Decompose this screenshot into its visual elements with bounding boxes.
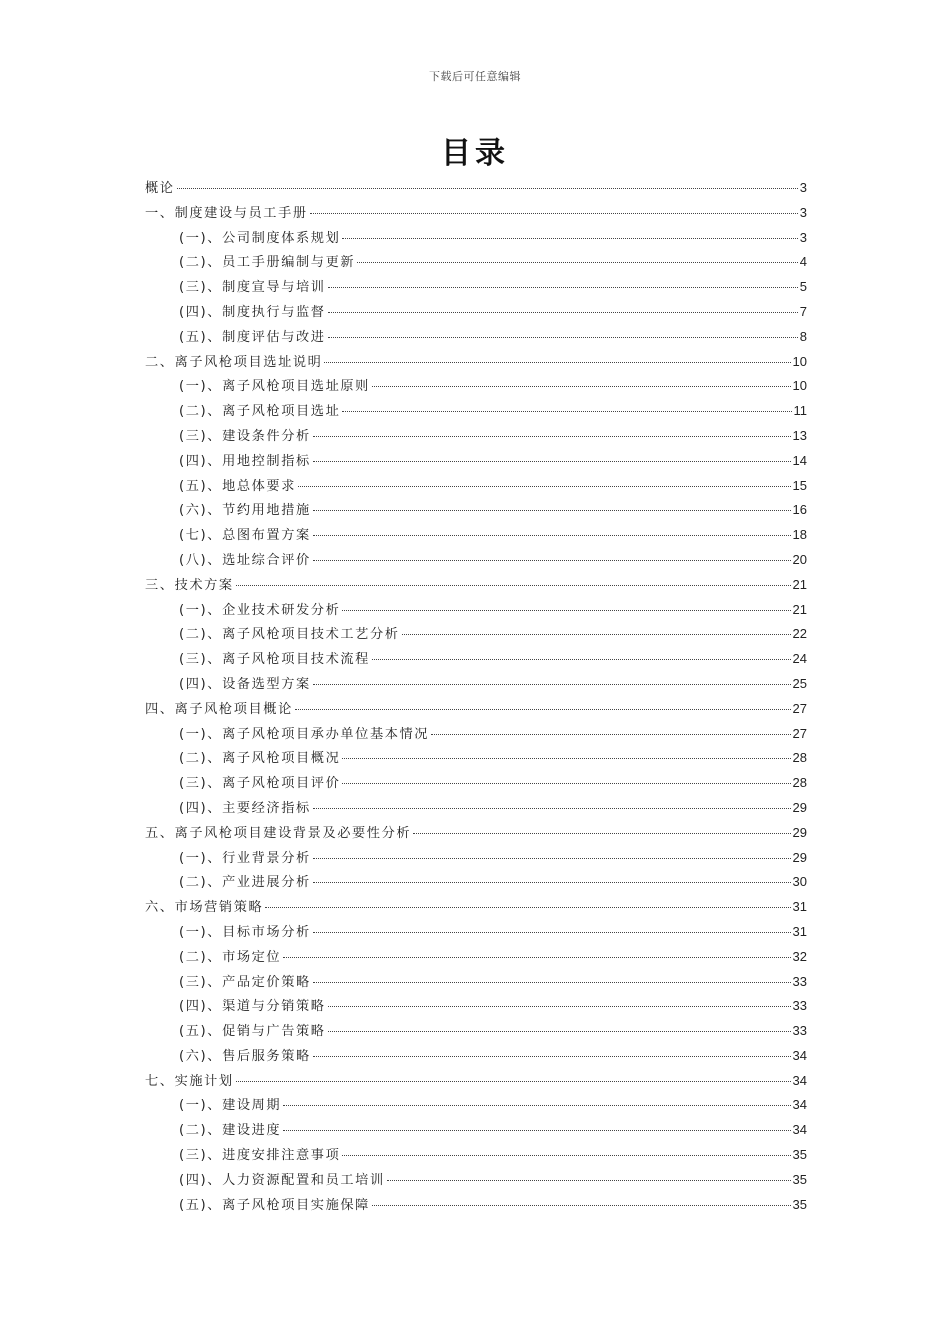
toc-entry-text: 四、离子风枪项目概论 <box>145 701 293 717</box>
toc-entry[interactable] <box>145 201 807 226</box>
toc-entry-text: (二)、离子风枪项目技术工艺分析 <box>179 627 400 643</box>
toc-page-number: 27 <box>792 700 807 716</box>
toc-page-number: 16 <box>792 502 807 518</box>
toc-dot-leader <box>342 783 790 784</box>
toc-entry-text: 五、离子风枪项目建设背景及必要性分析 <box>145 825 412 841</box>
toc-entry-text: (一)、公司制度体系规划 <box>179 230 341 246</box>
toc-dot-leader <box>372 386 791 387</box>
toc-entry-text: 一、制度建设与员工手册 <box>145 205 308 221</box>
toc-entry-text: 二、离子风枪项目选址说明 <box>145 354 323 370</box>
toc-dot-leader <box>402 634 791 635</box>
toc-page-number: 4 <box>799 254 807 270</box>
toc-page-number: 27 <box>792 725 807 741</box>
toc-entry-text: (一)、离子风枪项目承办单位基本情况 <box>179 726 430 742</box>
toc-dot-leader <box>313 560 791 561</box>
toc-entry-text: (一)、企业技术研发分析 <box>179 602 341 618</box>
toc-page-number: 35 <box>792 1147 807 1163</box>
toc-entry-text: (五)、地总体要求 <box>179 478 297 494</box>
toc-entry[interactable] <box>145 1069 807 1094</box>
toc-entry[interactable] <box>145 970 807 995</box>
toc-page-number: 25 <box>792 675 807 691</box>
toc-entry[interactable] <box>145 1118 807 1143</box>
toc-entry[interactable] <box>145 300 807 325</box>
toc-page-number: 34 <box>792 1097 807 1113</box>
toc-dot-leader <box>342 758 790 759</box>
toc-page-number: 11 <box>793 403 807 419</box>
toc-page-number: 14 <box>792 452 807 468</box>
toc-dot-leader <box>372 1205 791 1206</box>
toc-dot-leader <box>313 808 791 809</box>
toc-entry[interactable] <box>145 746 807 771</box>
toc-entry-text: 概论 <box>145 181 175 196</box>
toc-entry-text: (七)、总图布置方案 <box>179 528 311 544</box>
toc-entry-text: (三)、进度安排注意事项 <box>179 1148 341 1164</box>
toc-dot-leader <box>236 585 791 586</box>
toc-page-number: 8 <box>799 328 807 344</box>
toc-entry-text: (四)、用地控制指标 <box>179 453 311 469</box>
toc-entry-text: (一)、行业背景分析 <box>179 850 311 866</box>
toc-entry[interactable] <box>145 250 807 275</box>
toc-page-number: 3 <box>799 180 807 195</box>
toc-entry[interactable] <box>145 424 807 449</box>
toc-entry-text: (三)、离子风枪项目评价 <box>179 776 341 792</box>
toc-entry-text: (一)、离子风枪项目选址原则 <box>179 379 370 395</box>
toc-dot-leader <box>313 510 791 511</box>
toc-entry-text: (五)、离子风枪项目实施保障 <box>179 1197 370 1213</box>
toc-dot-leader <box>313 461 791 462</box>
toc-dot-leader <box>328 312 798 313</box>
toc-dot-leader <box>342 610 790 611</box>
toc-entry-text: (六)、节约用地措施 <box>179 503 311 519</box>
toc-entry[interactable] <box>145 672 807 697</box>
toc-entry-text: (四)、主要经济指标 <box>179 800 311 816</box>
toc-page-number: 32 <box>792 948 807 964</box>
page-title: 目录 <box>441 136 509 171</box>
toc-entry-text: (六)、售后服务策略 <box>179 1048 311 1064</box>
toc-entry-text: 三、技术方案 <box>145 577 234 593</box>
toc-dot-leader <box>313 436 791 437</box>
toc-dot-leader <box>342 411 791 412</box>
toc-entry[interactable] <box>145 498 807 523</box>
toc-entry[interactable] <box>145 275 807 300</box>
toc-page-number: 35 <box>792 1196 807 1212</box>
toc-dot-leader <box>328 1031 791 1032</box>
toc-entry[interactable] <box>145 722 807 747</box>
toc-entry[interactable] <box>145 895 807 920</box>
toc-page-number: 20 <box>792 551 807 567</box>
toc-page-number: 33 <box>792 998 807 1014</box>
toc-entry[interactable] <box>145 796 807 821</box>
toc-entry[interactable] <box>145 945 807 970</box>
toc-entry-text: (二)、建设进度 <box>179 1123 282 1139</box>
toc-entry-text: (四)、人力资源配置和员工培训 <box>179 1172 385 1188</box>
toc-entry[interactable] <box>145 350 807 375</box>
toc-entry[interactable] <box>145 821 807 846</box>
toc-dot-leader <box>298 486 791 487</box>
toc-entry-text: (三)、建设条件分析 <box>179 428 311 444</box>
toc-entry[interactable] <box>145 176 807 201</box>
toc-page-number: 5 <box>799 279 807 295</box>
toc-page-number: 28 <box>792 750 807 766</box>
toc-dot-leader <box>283 1105 790 1106</box>
toc-dot-leader <box>357 262 798 263</box>
toc-dot-leader <box>328 337 798 338</box>
toc-page-number: 33 <box>792 1023 807 1039</box>
toc-entry[interactable] <box>145 647 807 672</box>
toc-entry-text: (二)、离子风枪项目概况 <box>179 751 341 767</box>
toc-page-number: 21 <box>792 576 807 592</box>
toc-entry[interactable] <box>145 771 807 796</box>
toc-entry[interactable] <box>145 399 807 424</box>
toc-entry[interactable] <box>145 598 807 623</box>
toc-entry[interactable] <box>145 870 807 895</box>
toc-page-number: 13 <box>792 427 807 443</box>
toc-entry[interactable] <box>145 1143 807 1168</box>
toc-entry[interactable] <box>145 474 807 499</box>
toc-entry-text: (二)、产业进展分析 <box>179 875 311 891</box>
toc-page-number: 34 <box>792 1122 807 1138</box>
toc-dot-leader <box>283 1130 790 1131</box>
toc-dot-leader <box>342 238 797 239</box>
toc-dot-leader <box>313 932 791 933</box>
toc-entry-text: (二)、员工手册编制与更新 <box>179 255 356 271</box>
toc-dot-leader <box>313 684 791 685</box>
toc-entry[interactable] <box>145 523 807 548</box>
toc-page-number: 29 <box>792 824 807 840</box>
table-of-contents <box>145 176 807 1217</box>
toc-dot-leader <box>431 734 790 735</box>
toc-entry[interactable] <box>145 226 807 251</box>
toc-entry-text: (五)、促销与广告策略 <box>179 1024 326 1040</box>
toc-page-number: 24 <box>792 651 807 667</box>
toc-page-number: 33 <box>792 973 807 989</box>
toc-entry[interactable] <box>145 1093 807 1118</box>
toc-page-number: 7 <box>799 303 807 319</box>
toc-dot-leader <box>310 213 798 214</box>
toc-entry[interactable] <box>145 622 807 647</box>
toc-page-number: 22 <box>792 626 807 642</box>
toc-entry-text: (三)、离子风枪项目技术流程 <box>179 652 370 668</box>
toc-entry-text: 七、实施计划 <box>145 1073 234 1089</box>
toc-dot-leader <box>324 362 790 363</box>
toc-dot-leader <box>313 882 791 883</box>
toc-entry[interactable] <box>145 994 807 1019</box>
toc-entry[interactable] <box>145 697 807 722</box>
toc-entry[interactable] <box>145 1168 807 1193</box>
toc-dot-leader <box>295 709 791 710</box>
toc-dot-leader <box>313 858 791 859</box>
toc-page-number: 10 <box>792 353 807 369</box>
toc-page-number: 15 <box>792 477 807 493</box>
toc-entry[interactable] <box>145 920 807 945</box>
header-note: 下载后可任意编辑 <box>429 70 521 83</box>
toc-dot-leader <box>387 1180 791 1181</box>
toc-entry-text: (八)、选址综合评价 <box>179 552 311 568</box>
toc-entry[interactable] <box>145 449 807 474</box>
toc-dot-leader <box>413 833 790 834</box>
toc-entry[interactable] <box>145 1019 807 1044</box>
toc-entry-text: (五)、制度评估与改进 <box>179 329 326 345</box>
toc-entry-text: (三)、产品定价策略 <box>179 974 311 990</box>
toc-page-number: 29 <box>792 849 807 865</box>
toc-entry[interactable] <box>145 1193 807 1218</box>
toc-entry-text: (一)、目标市场分析 <box>179 924 311 940</box>
toc-page-number: 3 <box>799 229 807 245</box>
toc-entry[interactable] <box>145 573 807 598</box>
toc-dot-leader <box>313 982 791 983</box>
toc-dot-leader <box>177 188 798 189</box>
toc-page-number: 29 <box>792 799 807 815</box>
toc-page-number: 35 <box>792 1171 807 1187</box>
toc-entry-text: (二)、市场定位 <box>179 949 282 965</box>
toc-page-number: 31 <box>792 923 807 939</box>
toc-entry-text: 六、市场营销策略 <box>145 900 264 916</box>
toc-page-number: 34 <box>792 1072 807 1088</box>
toc-page-number: 28 <box>792 775 807 791</box>
toc-entry[interactable] <box>145 548 807 573</box>
toc-dot-leader <box>313 535 791 536</box>
toc-dot-leader <box>313 1056 791 1057</box>
toc-entry[interactable] <box>145 1044 807 1069</box>
toc-dot-leader <box>328 287 798 288</box>
toc-page-number: 10 <box>792 378 807 394</box>
toc-page-number: 34 <box>792 1047 807 1063</box>
toc-dot-leader <box>283 957 790 958</box>
toc-dot-leader <box>265 907 790 908</box>
toc-entry[interactable] <box>145 374 807 399</box>
toc-dot-leader <box>236 1081 791 1082</box>
toc-entry-text: (三)、制度宣导与培训 <box>179 280 326 296</box>
toc-entry-text: (一)、建设周期 <box>179 1098 282 1114</box>
toc-entry-text: (二)、离子风枪项目选址 <box>179 404 341 420</box>
toc-page-number: 21 <box>792 601 807 617</box>
toc-dot-leader <box>372 659 791 660</box>
toc-dot-leader <box>342 1155 790 1156</box>
toc-entry[interactable] <box>145 846 807 871</box>
toc-dot-leader <box>328 1006 791 1007</box>
toc-page-number: 3 <box>799 204 807 220</box>
toc-page-number: 18 <box>792 527 807 543</box>
toc-entry-text: (四)、设备选型方案 <box>179 676 311 692</box>
toc-entry-text: (四)、渠道与分销策略 <box>179 999 326 1015</box>
toc-entry-text: (四)、制度执行与监督 <box>179 304 326 320</box>
toc-entry[interactable] <box>145 325 807 350</box>
toc-page-number: 31 <box>792 899 807 915</box>
toc-page-number: 30 <box>792 874 807 890</box>
